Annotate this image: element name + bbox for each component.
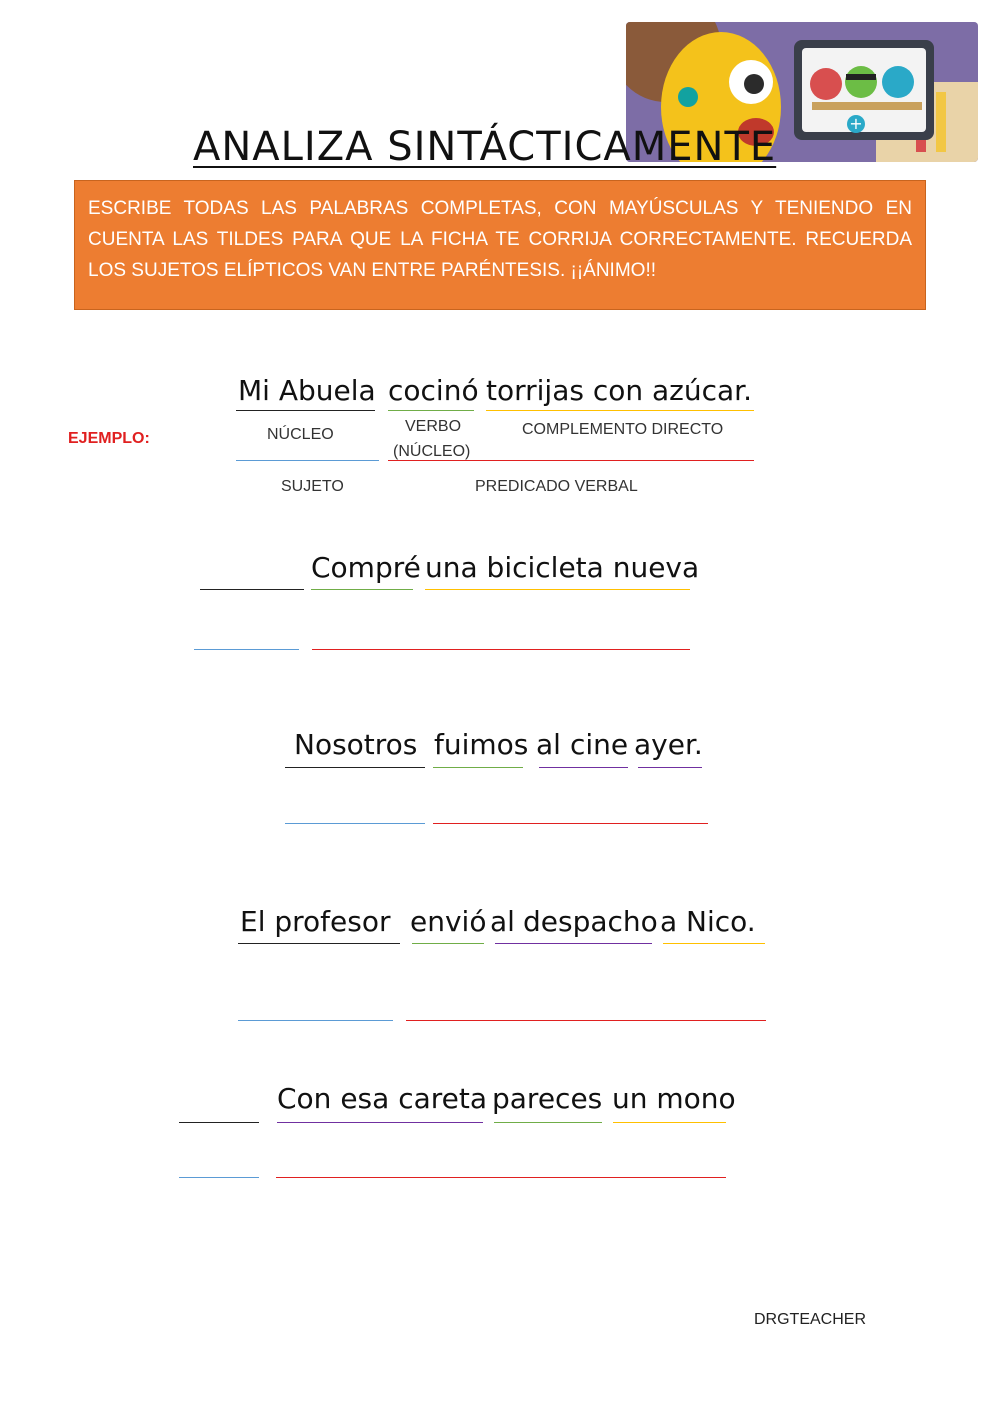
- ex3-word: a: [660, 905, 678, 938]
- ex2-answer-line[interactable]: [285, 767, 425, 768]
- ex4-answer-line[interactable]: [613, 1122, 726, 1123]
- ex4-sujeto-line[interactable]: [179, 1177, 259, 1178]
- ex1-predicado-line[interactable]: [312, 649, 690, 650]
- ex1-word: una bicicleta nueva: [425, 551, 700, 584]
- example-label-verbo-nucleo: (NÚCLEO): [393, 443, 471, 460]
- ex2-word: ayer.: [634, 728, 703, 761]
- ex1-word: Compré: [311, 551, 421, 584]
- example-label-cd: COMPLEMENTO DIRECTO: [522, 421, 724, 438]
- footer-author: DRGTEACHER: [754, 1311, 867, 1328]
- ex3-word: envió: [410, 905, 487, 938]
- ex2-answer-line[interactable]: [433, 767, 523, 768]
- ex3-answer-line[interactable]: [663, 943, 765, 944]
- ex1-answer-line[interactable]: [311, 589, 413, 590]
- ex4-blank-subject[interactable]: [179, 1122, 259, 1123]
- ex3-word: despacho: [523, 905, 658, 938]
- ex3-word: Nico.: [686, 905, 756, 938]
- ex2-word: al: [536, 728, 561, 761]
- ex2-predicado-line[interactable]: [433, 823, 708, 824]
- ex2-word: fuimos: [434, 728, 529, 761]
- example-label-sujeto: SUJETO: [281, 478, 344, 495]
- example-label-nucleo: NÚCLEO: [267, 426, 334, 443]
- instructions-box: ESCRIBE TODAS LAS PALABRAS COMPLETAS, CON MAYÚSCULAS Y TENIENDO EN CUENTA LAS TILDES PARA QUE LA FICHA TE CORRIJA CORRECTAMENTE. RECUERDA LOS SUJETOS ELÍPTICOS VAN ENTRE PARÉNTESIS. ¡¡ÁNIMO!!: [74, 180, 926, 310]
- ex3-sujeto-line[interactable]: [238, 1020, 393, 1021]
- example-label-verbo: VERBO: [405, 418, 462, 435]
- ex3-answer-line[interactable]: [238, 943, 400, 944]
- ex1-sujeto-line[interactable]: [194, 649, 299, 650]
- ex2-answer-line[interactable]: [638, 767, 702, 768]
- example-word-cd: torrijas con azúcar.: [486, 374, 753, 407]
- ex1-answer-line[interactable]: [425, 589, 690, 590]
- ex2-answer-line[interactable]: [539, 767, 628, 768]
- ex4-word: un mono: [612, 1082, 736, 1115]
- example-word-verb: cocinó: [388, 374, 479, 407]
- ex4-predicado-line[interactable]: [276, 1177, 726, 1178]
- svg-text:+: +: [849, 114, 863, 133]
- example-verb-underline: [388, 410, 474, 411]
- example-cd-underline: [486, 410, 754, 411]
- page-title: ANALIZA SINTÁCTICAMENTE: [193, 124, 777, 170]
- ex3-word: al: [490, 905, 515, 938]
- ex4-word: Con esa careta: [277, 1082, 488, 1115]
- ex2-word: cine: [570, 728, 629, 761]
- ex4-answer-line[interactable]: [277, 1122, 483, 1123]
- ex3-answer-line[interactable]: [495, 943, 652, 944]
- example-predicado-line: [388, 460, 754, 461]
- ex3-word: El profesor: [240, 905, 391, 938]
- ex3-answer-line[interactable]: [412, 943, 484, 944]
- example-label-predicado: PREDICADO VERBAL: [475, 478, 638, 495]
- ex4-answer-line[interactable]: [494, 1122, 602, 1123]
- ex4-word: pareces: [492, 1082, 603, 1115]
- ex2-word: Nosotros: [294, 728, 418, 761]
- example-label: EJEMPLO:: [68, 430, 150, 447]
- example-subject-underline: [236, 410, 375, 411]
- example-sujeto-line: [236, 460, 379, 461]
- ex1-blank-subject[interactable]: [200, 589, 304, 590]
- ex3-predicado-line[interactable]: [406, 1020, 766, 1021]
- example-word-subject: Mi Abuela: [238, 374, 376, 407]
- ex2-sujeto-line[interactable]: [285, 823, 425, 824]
